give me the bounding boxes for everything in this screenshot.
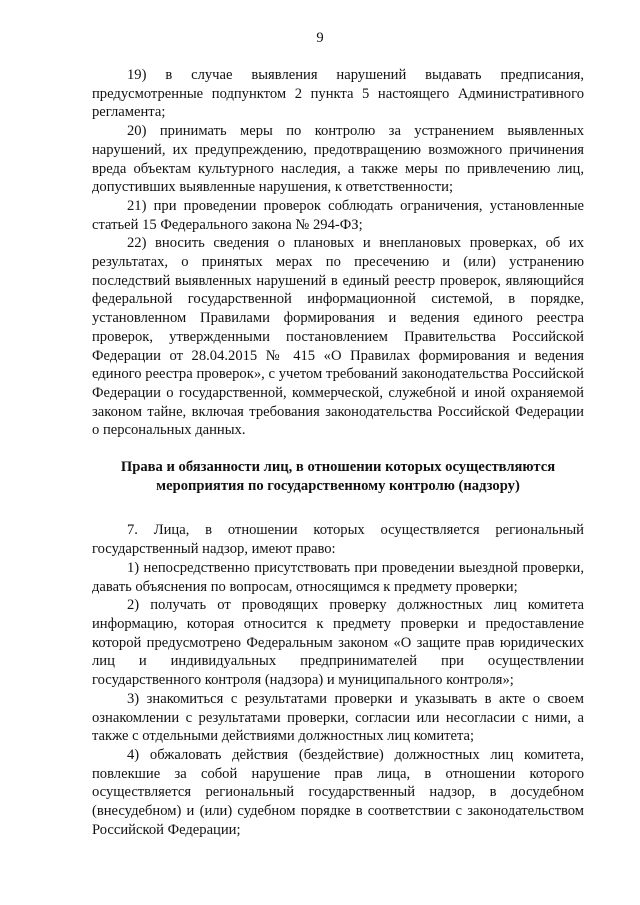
section-heading	[92, 458, 584, 495]
paragraph-item-20: 20) принимать меры по контролю за устранением выявленных нарушений, их предупреждению, предотвращению возможного причинения вреда объектам культурного наследия, а также меры по привлечению лиц, допустивших выявленные нарушения, к ответственности;	[92, 123, 584, 196]
paragraph-item-22: 22) вносить сведения о плановых и внеплановых проверках, об их результатах, о принятых мерах по пресечению и (или) устранению последствий выявленных нарушений в единый реестр проверок, являющийся федеральной государственной информационной системой, в порядке, установленном Правилами формирования и ведения единого реестра проверок, утвержденными постановлением Правительства Российской Федерации от 28.04.2015 № 415 «О Правилах формирования и ведения единого реестра проверок», с учетом требований законодательства Российской Федерации о государственной, коммерческой, служебной и иной охраняемой законом тайне, включая требования законодательства Российской Федерации о персональных данных.	[92, 235, 584, 439]
paragraph-item-19: 19) в случае выявления нарушений выдавать предписания, предусмотренные подпунктом 2 пункта 5 настоящего Административного регламента;	[92, 67, 584, 121]
paragraph-clause-7: 7. Лица, в отношении которых осуществляется региональный государственный надзор, имеют право:	[92, 522, 584, 558]
paragraph-right-2: 2) получать от проводящих проверку должностных лиц комитета информацию, которая относится к предмету проверки и предоставление которой предусмотрено Федеральным законом «О защите прав юридических лиц и индивидуальных предпринимателей при осуществлении государственного контроля (надзора) и муниципального контроля»;	[92, 597, 584, 689]
paragraph-item-21: 21) при проведении проверок соблюдать ограничения, установленные статьей 15 Федерального закона № 294-ФЗ;	[92, 197, 584, 233]
paragraph-right-1: 1) непосредственно присутствовать при проведении выездной проверки, давать объяснения по вопросам, относящимся к предмету проверки;	[92, 559, 584, 595]
section-heading-line-2: мероприятия по государственному контролю (надзору)	[156, 477, 520, 494]
paragraph-right-3: 3) знакомиться с результатами проверки и указывать в акте о своем ознакомлении с результатами проверки, согласии или несогласии с ними, а также с отдельными действиями должностных лиц комитета;	[92, 690, 584, 745]
document-body	[92, 66, 584, 839]
section-heading-line-1: Права и обязанности лиц, в отношении которых осуществляются	[120, 459, 556, 476]
page-number: 9	[316, 30, 324, 46]
paragraph-right-4: 4) обжаловать действия (бездействие) должностных лиц комитета, повлекшие за собой нарушение прав лица, в отношении которого осуществляется региональный государственный надзор, в досудебном (внесудебном) и (или) судебном порядке в соответствии с законодательством Российской Федерации;	[92, 746, 584, 838]
